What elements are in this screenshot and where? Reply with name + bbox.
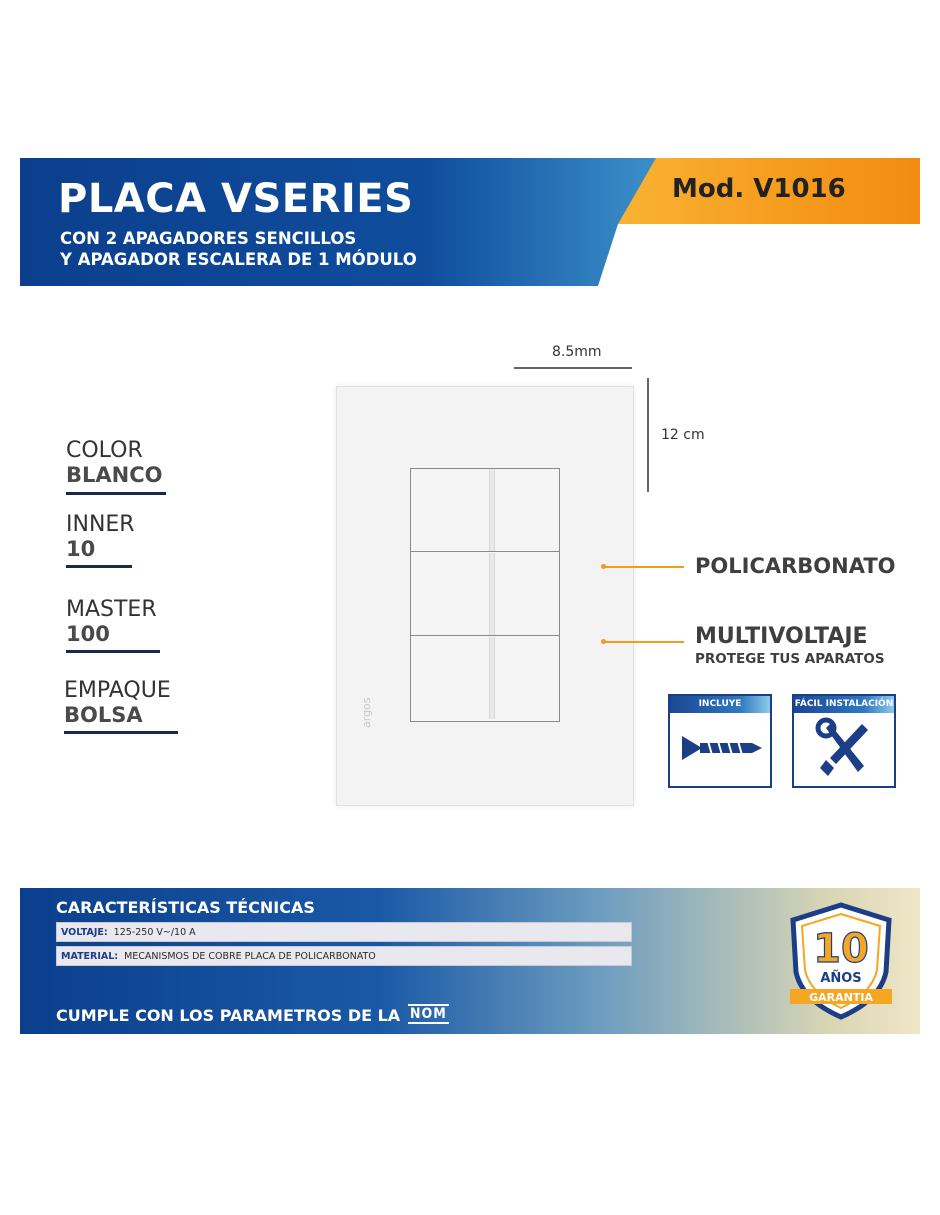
spec-label: COLOR [66, 438, 143, 463]
height-dimension-line [647, 378, 649, 492]
subtitle-line-1: CON 2 APAGADORES SENCILLOS [60, 229, 357, 248]
width-dimension: 8.5mm [552, 344, 602, 360]
product-title: PLACA VSERIES [58, 176, 414, 222]
spec-color [66, 438, 162, 487]
spec-master [66, 597, 157, 646]
material-value: MECANISMOS DE COBRE PLACA DE POLICARBONATO [124, 951, 376, 962]
spec-label: INNER [66, 512, 135, 537]
tools-icon [796, 714, 892, 784]
switch-rocker-3 [411, 637, 559, 719]
spec-underline [64, 731, 178, 734]
easy-install-badge [792, 694, 896, 788]
spec-empaque [64, 678, 171, 727]
subtitle-line-2: Y APAGADOR ESCALERA DE 1 MÓDULO [60, 250, 417, 269]
product-subtitle [60, 228, 417, 270]
rocker-divider [489, 553, 495, 635]
spec-inner [66, 512, 135, 561]
voltage-key: VOLTAJE: [61, 927, 108, 938]
switch-rocker-2 [411, 553, 559, 636]
warranty-label: GARANTIA [809, 991, 873, 1004]
spec-label: EMPAQUE [64, 678, 171, 703]
model-number: Mod. V1016 [672, 174, 846, 204]
tech-specs-title: CARACTERÍSTICAS TÉCNICAS [56, 898, 315, 917]
spec-value: 10 [66, 537, 96, 561]
screw-icon [672, 714, 768, 784]
rocker-divider [489, 469, 495, 551]
switch-module-block [410, 468, 560, 722]
voltage-value: 125-250 V~/10 A [113, 927, 196, 938]
width-dimension-line [514, 367, 632, 369]
spec-label: MASTER [66, 597, 157, 622]
callout-line [604, 566, 684, 568]
compliance-text: CUMPLE CON LOS PARAMETROS DE LA [56, 1006, 401, 1025]
callout-line [604, 641, 684, 643]
height-dimension: 12 cm [661, 427, 705, 443]
warranty-years: AÑOS [820, 971, 862, 986]
material-spec-row [56, 946, 632, 966]
spec-underline [66, 565, 132, 568]
includes-badge [668, 694, 772, 788]
feature-material: POLICARBONATO [695, 554, 896, 578]
switch-rocker-1 [411, 469, 559, 552]
spec-value: BOLSA [64, 703, 143, 727]
brand-mark: argos [360, 697, 373, 728]
feature-voltage-subtitle: PROTEGE TUS APARATOS [695, 651, 885, 667]
material-key: MATERIAL: [61, 951, 119, 962]
voltage-spec-row [56, 922, 632, 942]
spec-value: BLANCO [66, 463, 163, 487]
rocker-divider [489, 637, 495, 719]
spec-underline [66, 492, 166, 495]
warranty-shield-icon [788, 902, 894, 1020]
nom-logo: NOM [410, 1006, 447, 1022]
header-divider [598, 224, 920, 286]
feature-voltage-title: MULTIVOLTAJE [695, 624, 868, 649]
spec-underline [66, 650, 160, 653]
spec-value: 100 [66, 622, 110, 646]
includes-label: INCLUYE [670, 696, 770, 713]
warranty-number: 10 [813, 926, 869, 972]
easy-install-label: FÁCIL INSTALACIÓN [794, 696, 894, 713]
